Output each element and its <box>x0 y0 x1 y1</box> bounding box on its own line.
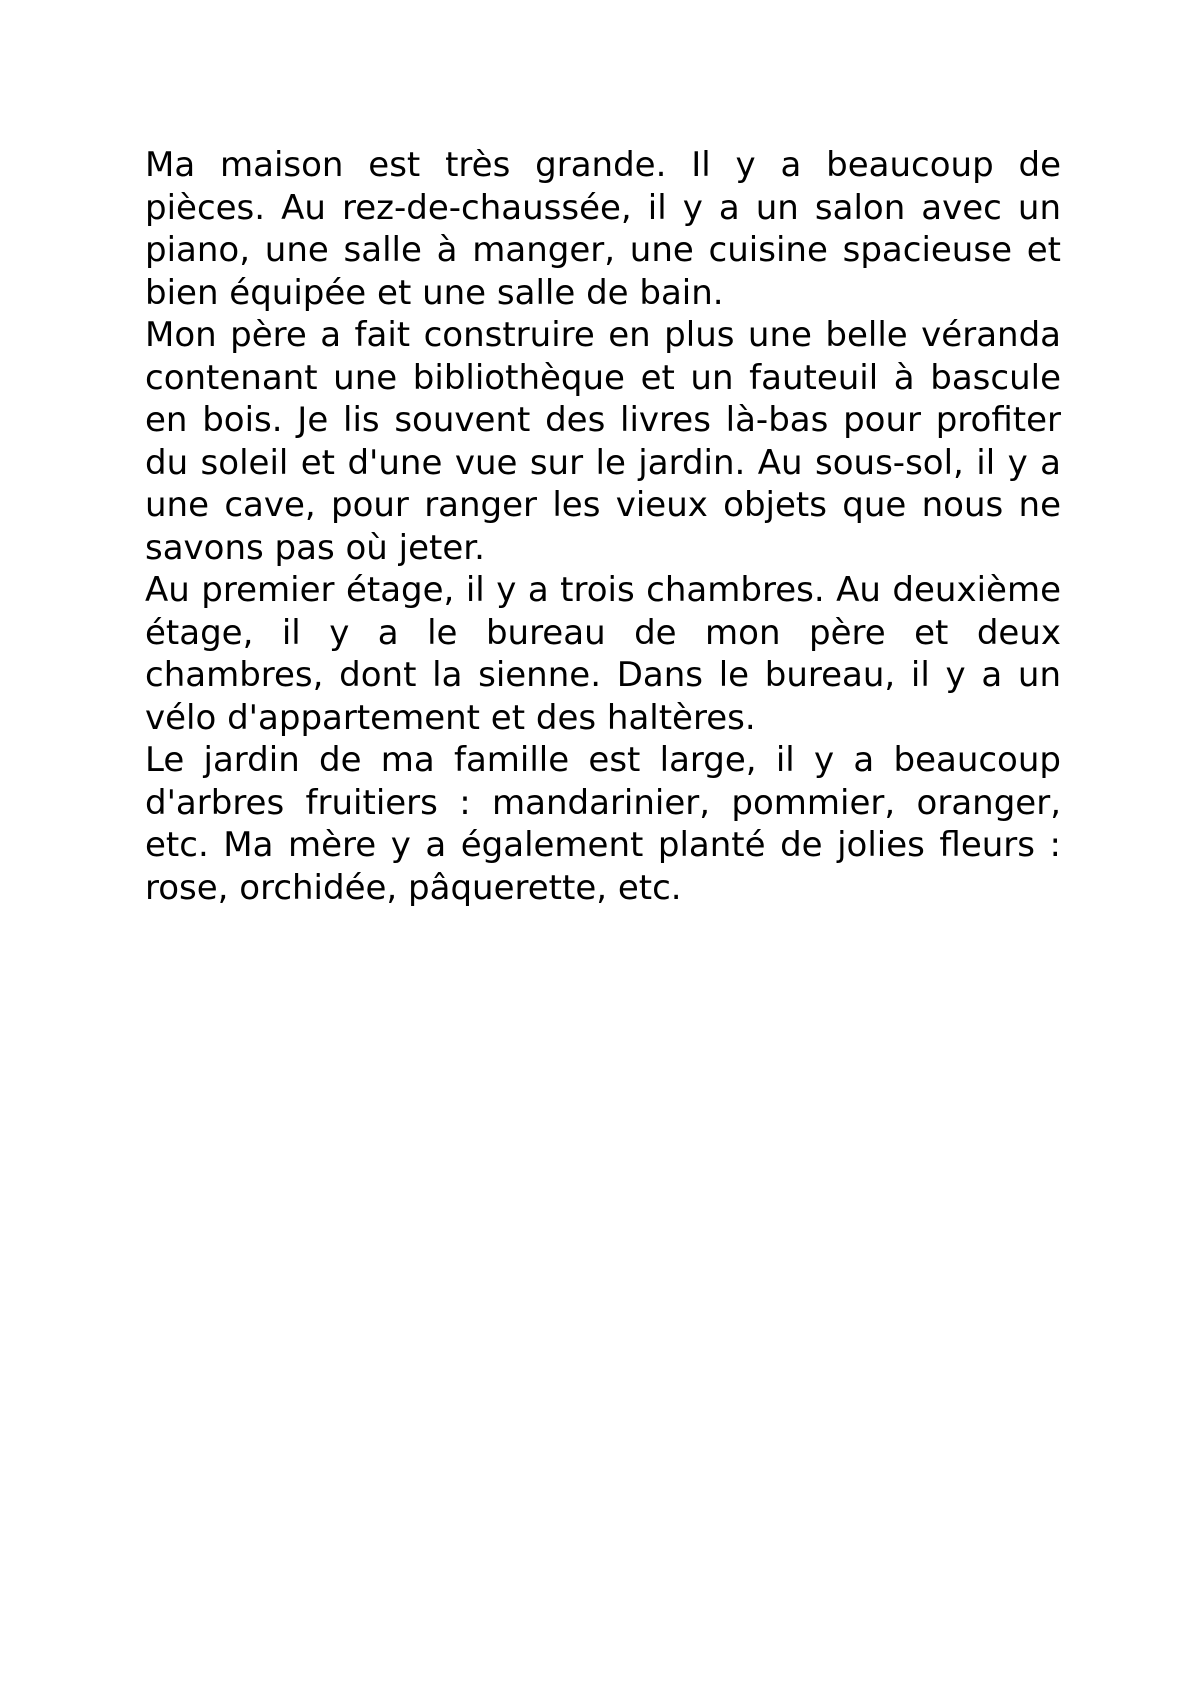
paragraph: Ma maison est très grande. Il y a beaucoup de pièces. Au rez-de-chaussée, il y a un salon avec un piano, une salle à manger, une cuisine spacieuse et bien équipée et une salle de bain. <box>145 145 1061 313</box>
paragraph: Mon père a fait construire en plus une belle véranda contenant une bibliothèque et un fauteuil à bascule en bois. Je lis souvent des livres là-bas pour profiter du soleil et d'une vue sur le jardin. Au sous-sol, il y a une cave, pour ranger les vieux objets que nous ne savons pas où jeter. <box>145 315 1061 568</box>
paragraph: Au premier étage, il y a trois chambres. Au deuxième étage, il y a le bureau de mon père et deux chambres, dont la sienne. Dans le bureau, il y a un vélo d'appartement et des haltères. <box>145 570 1061 738</box>
paragraph: Le jardin de ma famille est large, il y a beaucoup d'arbres fruitiers : mandarinier, pommier, oranger, etc. Ma mère y a également planté de jolies fleurs : rose, orchidée, pâquerette, etc. <box>145 740 1061 908</box>
document-body <box>145 144 1061 909</box>
